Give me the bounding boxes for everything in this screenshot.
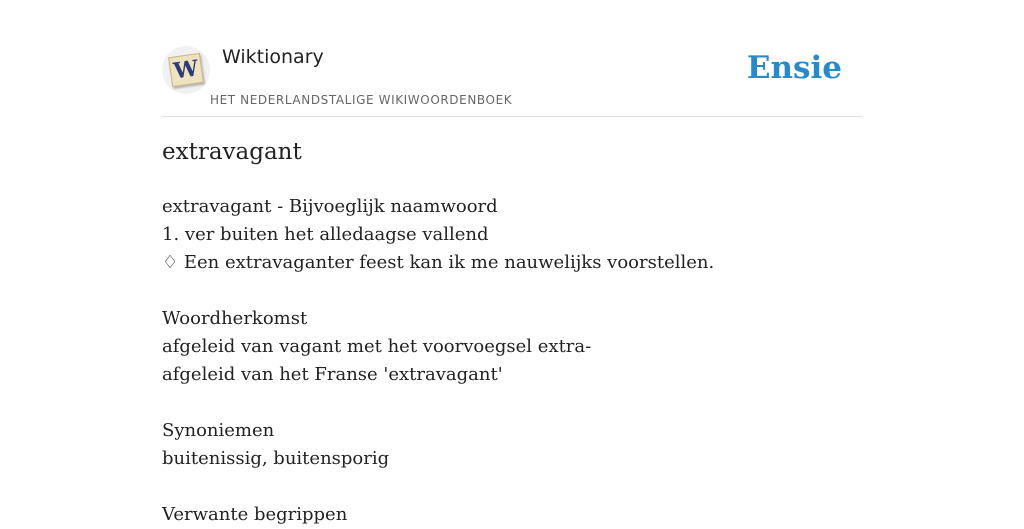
logo-tile-icon: W xyxy=(168,53,204,87)
spacer xyxy=(162,473,862,501)
site-header xyxy=(162,0,862,117)
site-name[interactable]: Wiktionary xyxy=(222,46,324,68)
spacer xyxy=(162,277,862,305)
definition: 1. ver buiten het alledaagse vallend xyxy=(162,224,489,245)
etymology-heading: Woordherkomst xyxy=(162,308,308,329)
spacer xyxy=(162,389,862,417)
entry-content xyxy=(162,193,862,529)
site-tagline: HET NEDERLANDSTALIGE WIKIWOORDENBOEK xyxy=(210,93,513,107)
entry-heading: extravagant - Bijvoeglijk naamwoord xyxy=(162,196,498,217)
example-sentence: ♢ Een extravaganter feest kan ik me nauwelijks voorstellen. xyxy=(162,252,715,273)
etymology-line: afgeleid van het Franse 'extravagant' xyxy=(162,364,503,385)
etymology-line: afgeleid van vagant met het voorvoegsel extra- xyxy=(162,336,592,357)
synonyms-heading: Synoniemen xyxy=(162,420,275,441)
ensie-brand-logo[interactable]: Ensie xyxy=(746,50,842,86)
page-title: extravagant xyxy=(162,139,302,165)
related-heading: Verwante begrippen xyxy=(162,504,348,525)
synonyms-list: buitenissig, buitensporig xyxy=(162,448,390,469)
wiktionary-logo[interactable] xyxy=(162,46,210,94)
